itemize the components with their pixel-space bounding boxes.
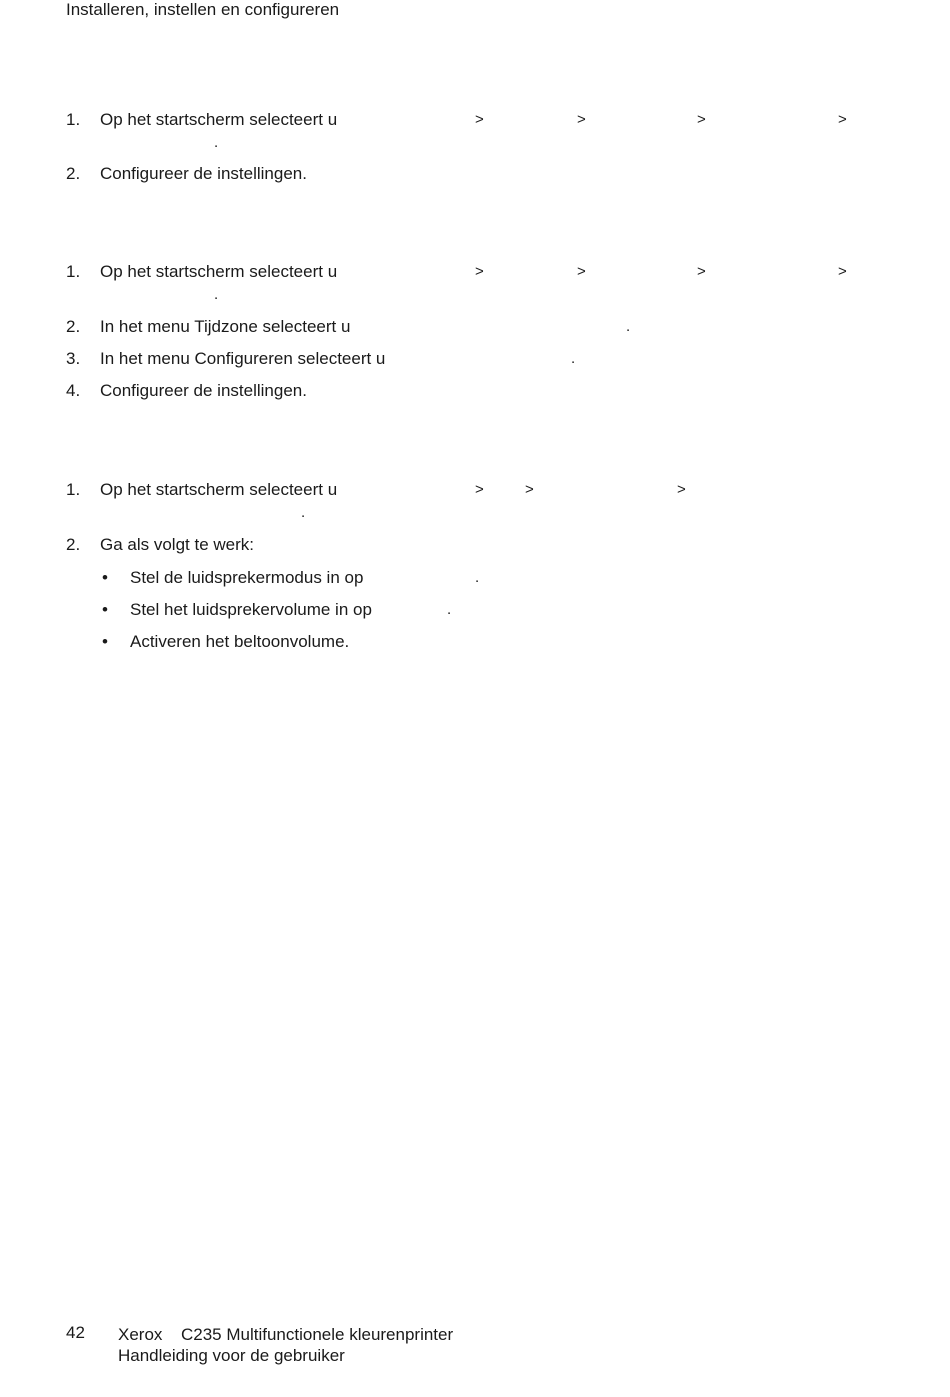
bullet-mark: • [102,632,108,651]
footer-brand: Xerox [118,1325,163,1344]
path-separator: > [475,111,484,128]
path-separator: > [697,111,706,128]
path-separator: > [577,111,586,128]
step-number: 2. [66,164,81,183]
step-number: 4. [66,381,81,400]
footer-guide: Handleiding voor de gebruiker [118,1346,345,1365]
footer-product: C235 Multifunctionele kleurenprinter [181,1325,454,1344]
step-end-period: . [626,318,631,335]
step-text: Op het startscherm selecteert u [100,110,338,129]
path-separator: > [577,263,586,280]
step-text: In het menu Tijdzone selecteert u [100,317,351,336]
step-number: 1. [66,480,81,499]
path-separator: > [838,111,847,128]
bullet-mark: • [102,568,108,587]
step-text: Configureer de instellingen. [100,381,307,400]
step-end-period: . [214,286,219,303]
bullet-text: Stel het luidsprekervolume in op [130,600,372,619]
bullet-text: Stel de luidsprekermodus in op [130,568,364,587]
step-text: Op het startscherm selecteert u [100,480,338,499]
step-text: Configureer de instellingen. [100,164,307,183]
step-end-period: . [301,504,306,521]
path-separator: > [697,263,706,280]
path-separator: > [525,481,534,498]
path-separator: > [475,263,484,280]
bullet-end-period: . [447,601,452,618]
step-text: In het menu Configureren selecteert u [100,349,386,368]
step-text: Op het startscherm selecteert u [100,262,338,281]
step-end-period: . [214,134,219,151]
bullet-text: Activeren het beltoonvolume. [130,632,350,651]
step-number: 2. [66,535,81,554]
path-separator: > [677,481,686,498]
step-number: 1. [66,262,81,281]
page-number: 42 [66,1323,85,1342]
bullet-mark: • [102,600,108,619]
path-separator: > [475,481,484,498]
path-separator: > [838,263,847,280]
step-text: Ga als volgt te werk: [100,535,255,554]
running-header: Installeren, instellen en configureren [66,0,340,19]
step-number: 3. [66,349,81,368]
step-end-period: . [571,350,576,367]
step-number: 1. [66,110,81,129]
bullet-end-period: . [475,569,480,586]
step-number: 2. [66,317,81,336]
